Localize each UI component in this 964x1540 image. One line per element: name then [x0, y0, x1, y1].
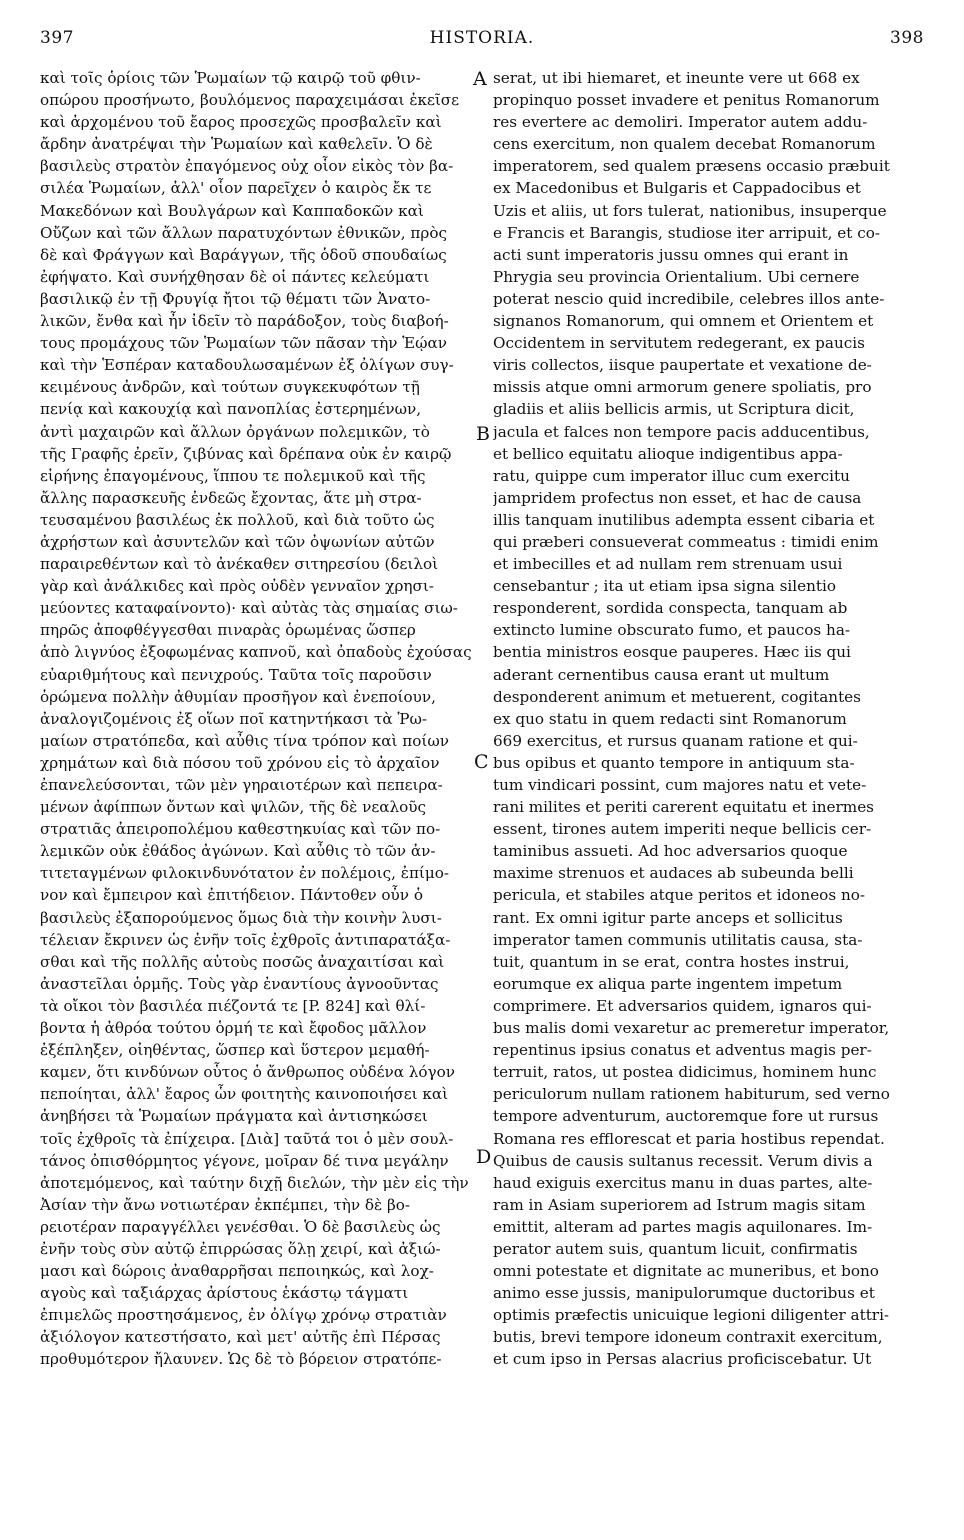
margin-letter-b: B — [476, 423, 490, 445]
latin-text-line: imperator tamen communis utilitatis causa, sta- — [493, 930, 863, 949]
latin-text-line: omni potestate et dignitate ac muneribus, et bono — [493, 1262, 879, 1281]
greek-text-line: ἐνῆν τοὺς σὺν αὐτῷ ἐπιρρώσας ὅλῃ χειρί, καὶ ἀξιώ- — [40, 1239, 441, 1258]
latin-text-line: optimis præfectis unicuique legioni diligenter attri- — [493, 1306, 890, 1325]
latin-text-line: ram in Asiam superiorem ad Istrum magis sitam — [493, 1195, 866, 1214]
latin-text-line: repentinus ipsius conatus et adventus magis per- — [493, 1041, 872, 1060]
latin-text-line: et bellico equitatu alioque indigentibus appa- — [493, 444, 843, 463]
greek-text-line: χρημάτων καὶ διὰ πόσου τοῦ χρόνου εἰς τὸ ἀρχαῖον — [40, 753, 440, 772]
latin-text-line: desponderent animum et metuerent, cogitantes — [493, 687, 861, 706]
greek-text-line: ἐφήψατο. Καὶ συνήχθησαν δὲ οἱ πάντες κελεύματι — [40, 267, 430, 286]
greek-text-line: ἄρδην ἀνατρέψαι τὴν Ῥωμαίων καὶ καθελεῖν. Ὁ δὲ — [40, 135, 433, 154]
latin-text-line: Romana res efflorescat et paria hostibus rependat. — [493, 1129, 885, 1148]
greek-text-line: τῆς Γραφῆς ἐρεῖν, ζιβύνας καὶ δρέπανα οὐκ ἐν καιρῷ — [40, 444, 452, 463]
margin-letter-c: C — [474, 751, 489, 773]
latin-text-line: tempore adventurum, auctoremque fore ut rursus — [493, 1107, 879, 1126]
latin-text-line: Quibus de causis sultanus recessit. Verum divis a — [493, 1151, 873, 1170]
greek-text-line: πηρῶς ἀποφθέγγεσθαι πιναρὰς ὁρωμένας ὥσπερ — [40, 621, 416, 640]
greek-text-line: λικῶν, ἔνθα καὶ ἦν ἰδεῖν τὸ παράδοξον, τοὺς διαβοή- — [40, 312, 449, 331]
latin-text-line: aderant cernentibus causa erant ut multum — [493, 665, 830, 684]
greek-text-line: ἀξιόλογον κατεστήσατο, καὶ μετ' αὐτῆς ἐπὶ Πέρσας — [40, 1328, 441, 1347]
greek-text-line: καμεν, ὅτι κινδύνων οὗτος ὁ ἄνθρωπος οὐδένα λόγον — [40, 1063, 455, 1082]
greek-text-line: καὶ ἀρχομένου τοῦ ἔαρος προσεχῶς προσβαλεῖν καὶ — [40, 113, 442, 132]
greek-text-line: σθαι καὶ τῆς πολλῆς αὐτοὺς ποσῶς ἀναχαιτίσαι καὶ — [40, 952, 445, 971]
latin-text-line: illis tanquam inutilibus adempta essent cibaria et — [493, 510, 875, 529]
latin-text-line: pericula, et stabiles atque peritos et idoneos no- — [493, 886, 866, 905]
latin-text-line: censebantur ; ita ut etiam ipsa signa silentio — [493, 577, 836, 596]
latin-text-line: signanos Romanorum, qui omnem et Orientem et — [493, 312, 874, 331]
greek-text-line: καὶ τὴν Ἑσπέραν καταδουλωσαμένων ἐξ ὀλίγων συγ- — [40, 356, 454, 375]
latin-text-line: res evertere ac demoliri. Imperator autem addu- — [493, 113, 868, 132]
greek-text-line: μαίων στρατόπεδα, καὶ αὖθις τίνα τρόπον καὶ ποίων — [40, 731, 449, 750]
latin-text-line: extincto lumine obscurato fumo, et paucos ha- — [493, 621, 851, 640]
latin-text-line: et cum ipso in Persas alacrius proficiscebatur. Ut — [493, 1350, 872, 1369]
latin-text-line: Uzis et aliis, ut fors tulerat, nationibus, insuperque — [493, 201, 887, 220]
latin-text-line: emittit, alteram ad partes magis aquilonares. Im- — [493, 1217, 873, 1236]
greek-text-line: ἐπιμελῶς προστησάμενος, ἐν ὀλίγῳ χρόνῳ στρατιὰν — [40, 1306, 447, 1325]
latin-text-line: Occidentem in servitutem redegerant, ex paucis — [493, 334, 865, 353]
greek-text-line: βασιλεὺς στρατὸν ἐπαγόμενος οὐχ οἷον εἰκὸς τὸν βα- — [40, 157, 454, 176]
latin-text-line: animo esse jussis, manipulorumque ductoribus et — [493, 1284, 875, 1303]
latin-text-line: bus malis domi vexaretur ac premeretur imperator, — [493, 1019, 890, 1038]
latin-text-line: acti sunt imperatoris jussu omnes qui erant in — [493, 245, 849, 264]
greek-text-line: σιλέα Ῥωμαίων, ἀλλ' οἷον παρεῖχεν ὁ καιρὸς ἔκ τε — [40, 179, 432, 198]
greek-text-line: νον καὶ ἔμπειρον καὶ ἐπιτήδειον. Πάντοθεν οὖν ὁ — [40, 886, 423, 905]
latin-text-column — [493, 67, 929, 1371]
greek-text-line: ἀναλογιζομένοις ἐξ οἵων ποῖ κατηντήκασι τὰ Ῥω- — [40, 709, 427, 728]
greek-text-line: τοῖς ἐχθροῖς τὰ ἐπίχειρα. [Διὰ] ταῦτά τοι ὁ μὲν σουλ- — [40, 1129, 454, 1148]
greek-text-line: Οὔζων καὶ τῶν ἄλλων παρατυχόντων ἐθνικῶν, πρὸς — [40, 223, 447, 242]
latin-text-line: comprimere. Et adversarios quidem, ignaros qui- — [493, 996, 872, 1015]
greek-text-line: τάνος ὀπισθόρμητος γέγονε, μοῖραν δέ τινα μεγάλην — [40, 1151, 449, 1170]
latin-text-line: rant. Ex omni igitur parte anceps et sollicitus — [493, 908, 843, 927]
greek-text-line: παραιρεθέντων καὶ τὸ ἀνέκαθεν σιτηρεσίου (δειλοὶ — [40, 555, 439, 574]
latin-text-line: essent, tirones autem imperiti neque bellicis cer- — [493, 820, 872, 839]
latin-text-line: perator autem suis, quantum licuit, confirmatis — [493, 1239, 858, 1258]
greek-text-line: γὰρ καὶ ἀνάλκιδες καὶ πρὸς οὐδὲν γενναῖον χρησι- — [40, 577, 434, 596]
latin-text-line: imperatorem, sed qualem præsens occasio præbuit — [493, 157, 890, 176]
greek-text-line: ἀναστεῖλαι ὁρμῆς. Τοὺς γὰρ ἐναντίους ἀγνοοῦντας — [40, 974, 439, 993]
latin-text-line: et imbecilles et ad nullam rem strenuam usui — [493, 555, 843, 574]
greek-text-line: Μακεδόνων καὶ Βουλγάρων καὶ Καππαδοκῶν καὶ — [40, 201, 424, 220]
latin-text-line: viris collectos, iisque paupertate et vexatione de- — [493, 356, 872, 375]
greek-text-line: ἀντὶ μαχαιρῶν καὶ ἄλλων ὀργάνων πολεμικῶν, τὸ — [40, 422, 430, 441]
greek-text-line: μεύοντες καταφαίνοντο)· καὶ αὐτὰς τὰς σημαίας σιω- — [40, 599, 458, 618]
latin-text-line: tum vindicari possint, cum majores natu et vete- — [493, 776, 867, 794]
latin-text-line: terruit, ratos, ut postea didicimus, hominem hunc — [493, 1063, 877, 1082]
greek-text-line: λεμικῶν οὐκ ἐθάδος ἀγώνων. Καὶ αὖθις τὸ τῶν ἀν- — [40, 842, 436, 861]
latin-text-line: rani milites et periti carerent equitatu et inermes — [493, 798, 874, 817]
greek-text-line: ἄλλης παρασκευῆς ἐνδεῶς ἔχοντας, ἅτε μὴ στρα- — [40, 488, 422, 507]
greek-text-line: τιτεταγμένων φιλοκινδυνότατον ἐν πολέμοις, ἐπίμο- — [40, 864, 450, 883]
greek-text-line: Ἀσίαν τὴν ἄνω νοτιωτέραν ἐκπέμπει, τὴν δὲ βο- — [40, 1195, 411, 1214]
greek-text-line: ἐπανελεύσονται, τῶν μὲν γηραιοτέρων καὶ πεπειρα- — [40, 776, 443, 794]
greek-text-line: μένων ἀφίππων ὄντων καὶ ψιλῶν, τῆς δὲ νεαλοῦς — [40, 798, 427, 817]
latin-text-line: taminibus assueti. Ad hoc adversarios quoque — [493, 842, 848, 861]
greek-text-line: βοντα ἡ ἀθρόα τούτου ὁρμή τε καὶ ἔφοδος μᾶλλον — [40, 1019, 427, 1038]
latin-text-line: poterat nescio quid incredibile, celebres illos ante- — [493, 289, 885, 308]
greek-text-line: ἀποτεμόμενος, καὶ ταύτην διχῇ διελών, τὴν μὲν εἰς τὴν — [40, 1173, 469, 1192]
latin-text-line: bentia ministros eosque pauperes. Hæc iis qui — [493, 643, 851, 662]
latin-text-line: 669 exercitus, et rursus quanam ratione et qui- — [493, 731, 858, 750]
greek-text-line: κειμένους ἀνδρῶν, καὶ τούτων συγκεκυφότων τῇ — [40, 378, 420, 397]
margin-letter-d: D — [476, 1146, 492, 1168]
greek-text-line: ρειοτέραν παραγγέλλει γενέσθαι. Ὁ δὲ βασιλεὺς ὡς — [40, 1217, 441, 1236]
latin-text-line: ex quo statu in quem redacti sint Romanorum — [493, 709, 847, 728]
latin-text-line: propinquo posset invadere et penitus Romanorum — [493, 91, 880, 110]
latin-text-line: Phrygia seu provincia Orientalium. Ubi cernere — [493, 267, 860, 286]
running-title: HISTORIA. — [429, 28, 535, 48]
greek-text-column — [40, 67, 472, 1371]
margin-letter-a: A — [473, 68, 487, 90]
left-page-number: 397 — [40, 28, 74, 48]
latin-text-line: missis atque omni armorum genere spoliatis, pro — [493, 378, 872, 397]
latin-text-line: ratu, quippe cum imperator illuc cum exercitu — [493, 466, 850, 485]
page-header — [0, 0, 964, 64]
greek-text-line: πεποίηται, ἀλλ' ἔαρος ὧν φοιτητὴς καινοποιήσει καὶ — [40, 1085, 449, 1104]
greek-text-line: τευσαμένου βασιλέως ἐκ πολλοῦ, καὶ διὰ τοῦτο ὡς — [40, 510, 435, 529]
latin-text-line: cens exercitum, non qualem decebat Romanorum — [493, 135, 876, 154]
greek-text-line: ὁρώμενα πολλὴν ἀθυμίαν προσῆγον καὶ ἐνεποίουν, — [40, 687, 436, 706]
latin-text-line: responderent, sordida conspecta, tanquam ab — [493, 599, 848, 618]
greek-text-line: ἐξέπληξεν, οἰηθέντας, ὥσπερ καὶ ὕστερον μεμαθή- — [40, 1041, 430, 1060]
latin-text-line: qui præberi consueverat commeatus : timidi enim — [493, 532, 879, 551]
latin-text-line: jacula et falces non tempore pacis adducentibus, — [493, 422, 870, 441]
greek-text-line: καὶ τοῖς ὁρίοις τῶν Ῥωμαίων τῷ καιρῷ τοῦ φθιν- — [40, 69, 421, 87]
latin-text-line: gladiis et aliis bellicis armis, ut Scriptura dicit, — [493, 400, 855, 419]
greek-text-line: τὰ οἴκοι τὸν βασιλέα πιέζοντά τε [P. 824] καὶ θλί- — [40, 996, 426, 1015]
right-page-number: 398 — [890, 28, 924, 48]
latin-text-line: maxime strenuos et audaces ab subeunda belli — [493, 864, 854, 883]
greek-text-line: ἀνηβήσει τὰ Ῥωμαίων πράγματα καὶ ἀντισηκώσει — [40, 1107, 428, 1126]
greek-text-line: εὐαριθμήτους καὶ πενιχρούς. Ταῦτα τοῖς παροῦσιν — [40, 665, 432, 684]
latin-text-line: serat, ut ibi hiemaret, et ineunte vere ut 668 ex — [493, 69, 860, 87]
greek-text-line: τους προμάχους τῶν Ῥωμαίων τῶν πᾶσαν τὴν Ἑῴαν — [40, 334, 447, 353]
latin-text-line: e Francis et Barangis, studiose iter arripuit, et co- — [493, 223, 880, 242]
latin-text-line: ex Macedonibus et Bulgaris et Cappadocibus et — [493, 179, 861, 198]
greek-text-line: εἰρήνης ἐπαγομένους, ἵππου τε πολεμικοῦ καὶ τῆς — [40, 466, 426, 485]
greek-text-line: βασιλεὺς ἐξαπορούμενος ὅμως διὰ τὴν κοινὴν λυσι- — [40, 908, 442, 927]
greek-text-line: δὲ καὶ Φράγγων καὶ Βαράγγων, τῆς ὁδοῦ σπουδαίως — [40, 245, 447, 264]
greek-text-line: οπώρου προσήνωτο, βουλόμενος παραχειμάσαι ἐκεῖσε — [40, 91, 460, 110]
greek-text-line: αγοὺς καὶ ταξιάρχας ἀρίστους ἑκάστῳ τάγματι — [40, 1284, 409, 1303]
greek-text-line: βασιλικῷ ἐν τῇ Φρυγίᾳ ἤτοι τῷ θέματι τῶν Ἀνατο- — [40, 289, 431, 308]
latin-text-line: haud exiguis exercitus manu in duas partes, alte- — [493, 1173, 873, 1192]
latin-text-line: tuit, quantum in se erat, contra hostes instrui, — [493, 952, 850, 971]
latin-text-line: butis, brevi tempore idoneum contraxit exercitum, — [493, 1328, 883, 1347]
greek-text-line: ἀπὸ λιγνύος ἐξοφωμένας καπνοῦ, καὶ ὀπαδοὺς ἐχούσας — [40, 643, 472, 662]
latin-text-line: periculorum nullam rationem habiturum, sed verno — [493, 1085, 890, 1104]
greek-text-line: τέλειαν ἔκρινεν ὡς ἐνῆν τοῖς ἐχθροῖς ἀντιπαρατάξα- — [40, 930, 451, 949]
greek-text-line: πενίᾳ καὶ κακουχίᾳ καὶ πανοπλίας ἐστερημένων, — [40, 400, 422, 419]
greek-text-line: προθυμότερον ἤλαυνεν. Ὡς δὲ τὸ βόρειον στρατόπε- — [40, 1350, 442, 1369]
latin-text-line: jampridem profectus non esset, et hac de causa — [493, 488, 862, 507]
greek-text-line: στρατιᾶς ἀπειροπολέμου καθεστηκυίας καὶ τῶν πο- — [40, 820, 441, 839]
latin-text-line: eorumque ex aliqua parte ingentem impetum — [493, 974, 843, 993]
greek-text-line: ἀχρήστων καὶ ἀσυντελῶν καὶ τῶν ὀψωνίων αὐτῶν — [40, 532, 435, 551]
latin-text-line: bus opibus et quanto tempore in antiquum sta- — [493, 753, 855, 772]
greek-text-line: μασι καὶ δώροις ἀναθαρρῆσαι πεποιηκώς, καὶ λοχ- — [40, 1262, 434, 1281]
